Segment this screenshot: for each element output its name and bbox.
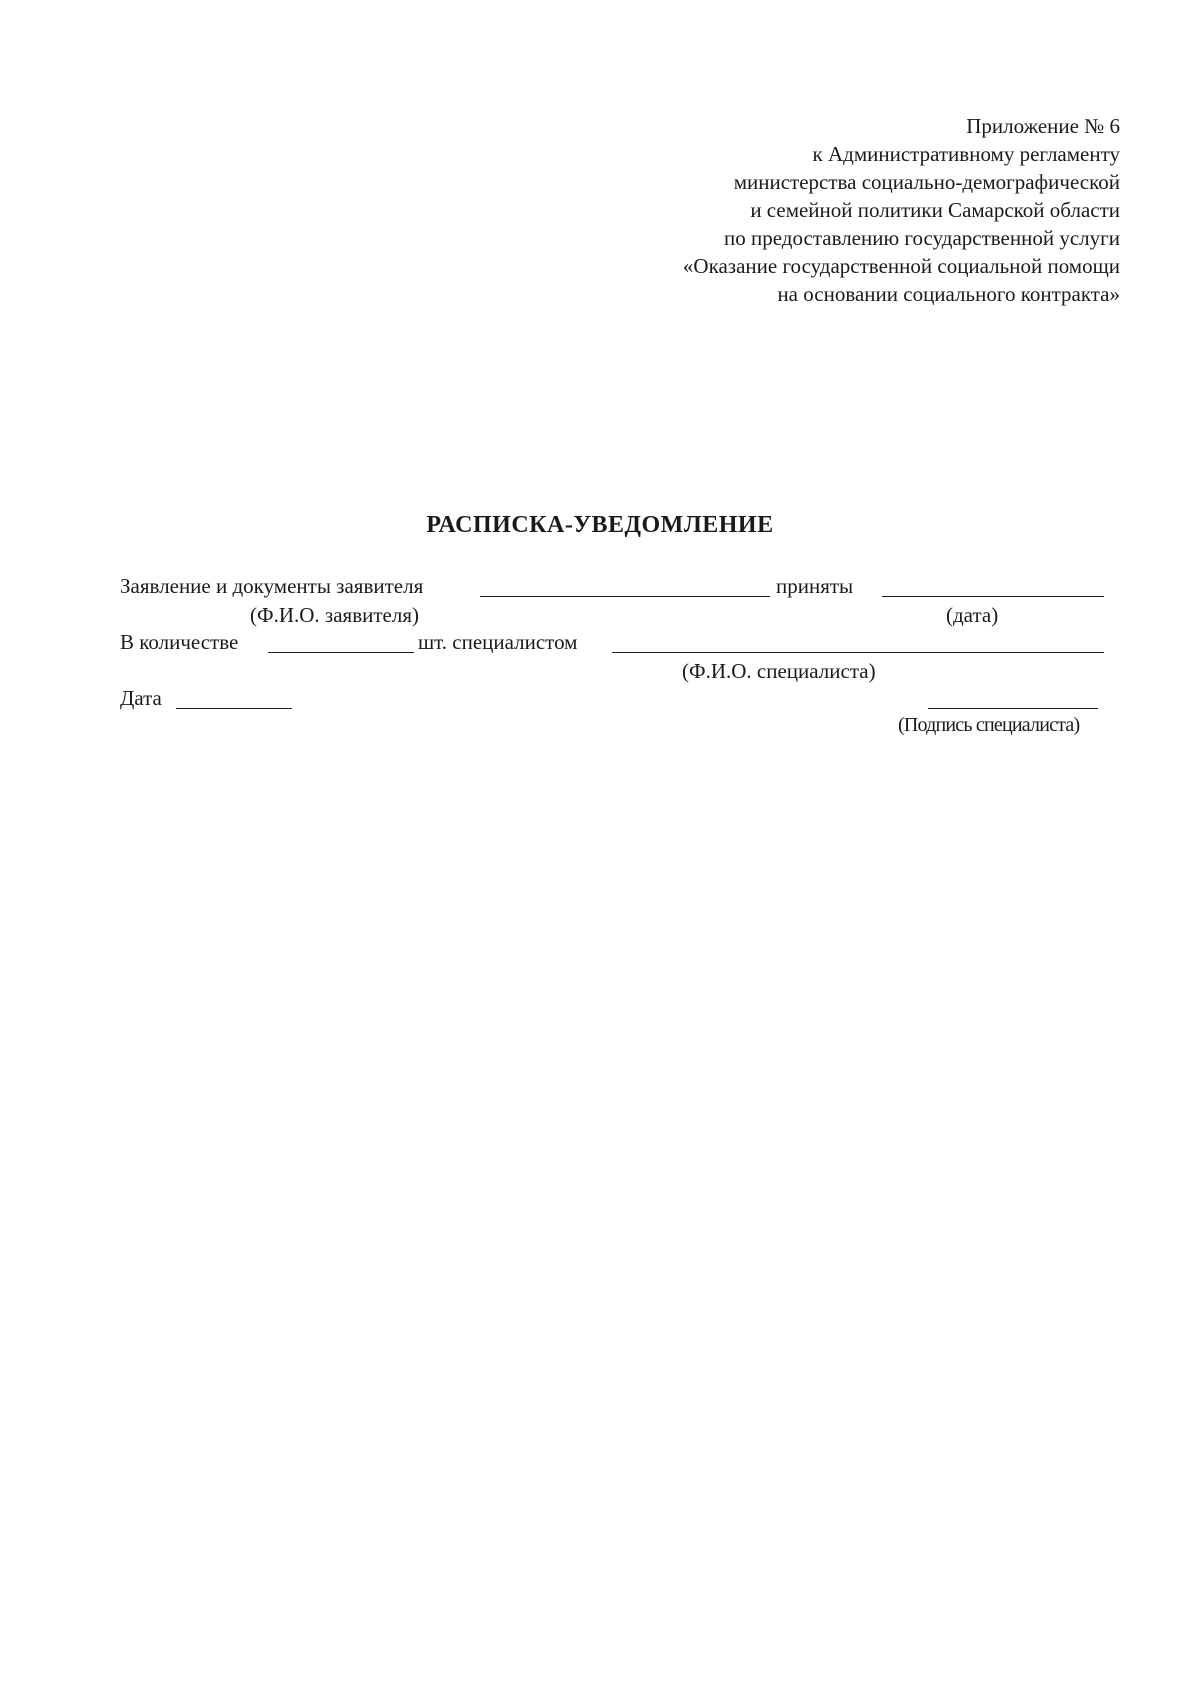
date-field[interactable] [176,708,292,709]
applicant-name-field[interactable] [480,596,770,597]
header-line: по предоставлению государственной услуги [724,226,1120,250]
header-line: и семейной политики Самарской области [750,198,1120,222]
applicant-label: Заявление и документы заявителя [120,574,424,598]
specialist-name-field[interactable] [612,652,1104,653]
applicant-caption: (Ф.И.О. заявителя) [250,603,419,627]
accepted-date-field[interactable] [882,596,1104,597]
date-caption: (дата) [946,603,999,627]
header-line: министерства социально-демографической [733,170,1120,194]
header-line: на основании социального контракта» [777,282,1120,306]
quantity-field[interactable] [268,652,414,653]
header-line: «Оказание государственной социальной помощи [682,254,1120,278]
date-label: Дата [120,686,162,710]
pieces-specialist-label: шт. специалистом [418,630,578,654]
signature-field[interactable] [928,708,1098,709]
accepted-label: приняты [776,574,854,598]
specialist-caption: (Ф.И.О. специалиста) [682,659,876,683]
header-line: к Административному регламенту [812,142,1120,166]
document-title: РАСПИСКА-УВЕДОМЛЕНИЕ [426,512,774,538]
header-line: Приложение № 6 [966,114,1120,138]
appendix-header [560,112,1120,308]
quantity-label: В количестве [120,630,239,654]
signature-caption: (Подпись специалиста) [898,714,1080,736]
